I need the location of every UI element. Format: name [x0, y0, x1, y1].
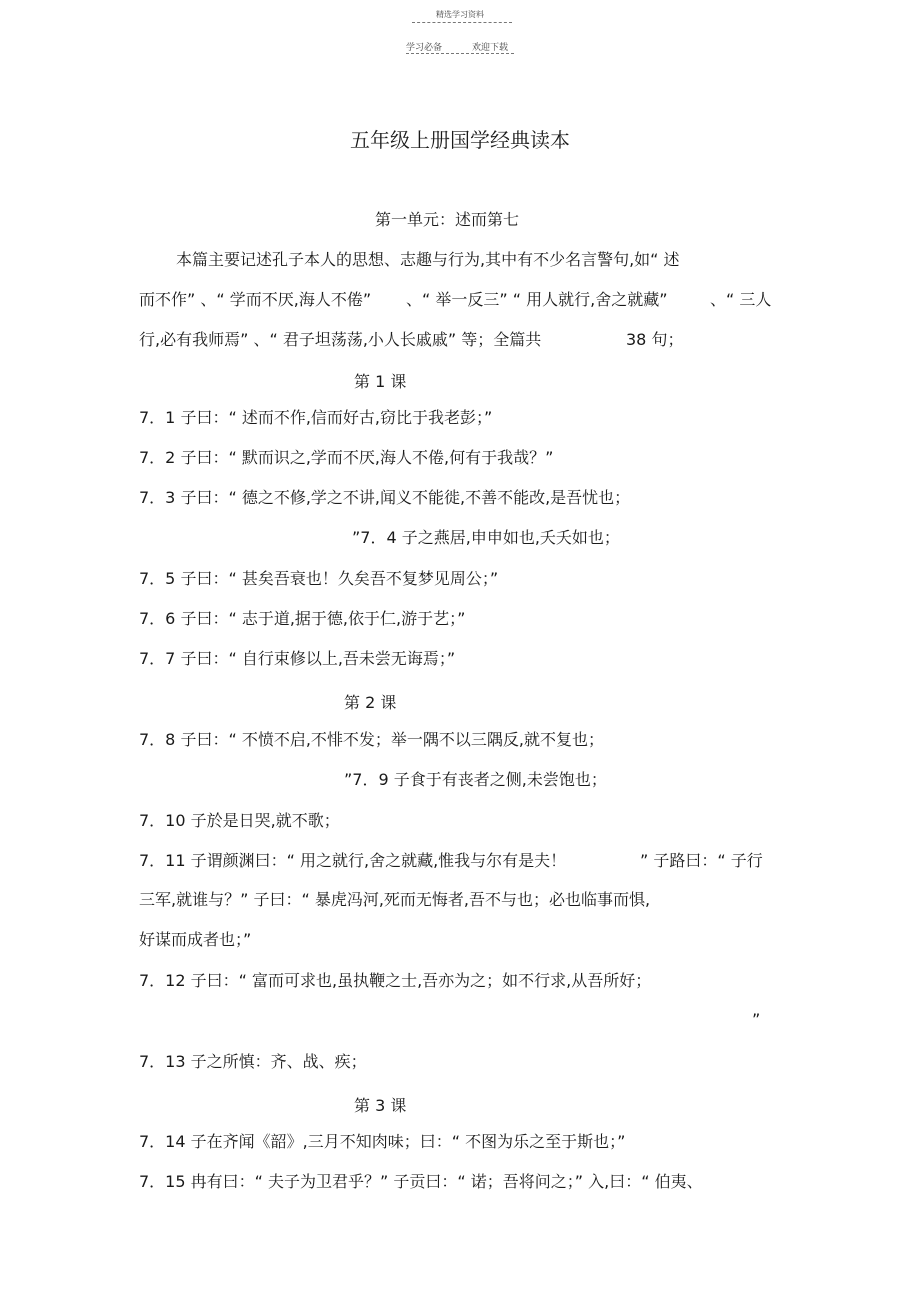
lesson-heading: 第 1 课 [354, 372, 407, 391]
verse-line: 7．14 子在齐闻《韶》,三月不知肉味；曰：“ 不图为乐之至于斯也；” [139, 1132, 626, 1151]
header-divider [406, 53, 514, 54]
verse-line: 7．12 子曰：“ 富而可求也,虽执鞭之士,吾亦为之；如不行求,从吾所好； [139, 971, 652, 990]
verse-line: 7．2 子曰：“ 默而识之,学而不厌,海人不倦,何有于我哉？” [139, 448, 554, 467]
header-divider [412, 22, 512, 23]
intro-line: 38 句； [626, 330, 684, 349]
page-title: 五年级上册国学经典读本 [350, 128, 570, 152]
lesson-heading: 第 3 课 [354, 1096, 407, 1115]
verse-line: 7．11 子谓颜渊曰：“ 用之就行,舍之就藏,惟我与尔有是夫！ [139, 851, 567, 870]
verse-line: 7．13 子之所慎：齐、战、疾； [139, 1052, 367, 1071]
intro-line: 而不作” 、“ 学而不厌,海人不倦” [139, 290, 372, 309]
verse-line: 7．1 子曰：“ 述而不作,信而好古,窃比于我老彭；” [139, 408, 493, 427]
verse-line: 7．7 子曰：“ 自行束修以上,吾未尝无诲焉；” [139, 649, 456, 668]
intro-line: 行,必有我师焉” 、“ 君子坦荡荡,小人长戚戚” 等；全篇共 [139, 330, 542, 349]
verse-line: 好谋而成者也；” [139, 930, 252, 949]
verse-line: ” [752, 1010, 761, 1029]
verse-line: ”7．4 子之燕居,申申如也,夭夭如也； [352, 528, 620, 547]
header-top-label: 精选学习资料 [436, 10, 484, 19]
intro-line: 、“ 举一反三” “ 用人就行,舍之就藏” [406, 290, 668, 309]
verse-line: 7．3 子曰：“ 德之不修,学之不讲,闻义不能徙,不善不能改,是吾忧也； [139, 488, 631, 507]
verse-line: 7．15 冉有曰：“ 夫子为卫君乎？” 子贡曰：“ 诺；吾将问之；” 入,曰：“ 伯夷、 [139, 1172, 703, 1191]
lesson-heading: 第 2 课 [344, 693, 397, 712]
header-left-label: 学习必备 [406, 43, 443, 53]
verse-line: 7．5 子曰：“ 甚矣吾衰也！久矣吾不复梦见周公；” [139, 569, 499, 588]
header-right-label: 欢迎下载 [472, 43, 509, 53]
unit-heading: 第一单元：述而第七 [375, 210, 520, 229]
verse-line: ” 子路曰：“ 子行 [640, 851, 763, 870]
intro-line: 本篇主要记述孔子本人的思想、志趣与行为,其中有不少名言警句,如“ 述 [176, 250, 680, 269]
verse-line: 7．6 子曰：“ 志于道,据于德,依于仁,游于艺；” [139, 609, 466, 628]
verse-line: 7．10 子於是日哭,就不歌； [139, 811, 340, 830]
verse-line: ”7．9 子食于有丧者之侧,未尝饱也； [344, 770, 607, 789]
verse-line: 7．8 子曰：“ 不愤不启,不悱不发；举一隅不以三隅反,就不复也； [139, 730, 604, 749]
verse-line: 三军,就谁与？” 子曰：“ 暴虎冯河,死而无悔者,吾不与也；必也临事而惧, [139, 890, 651, 909]
intro-line: 、“ 三人 [710, 290, 772, 309]
